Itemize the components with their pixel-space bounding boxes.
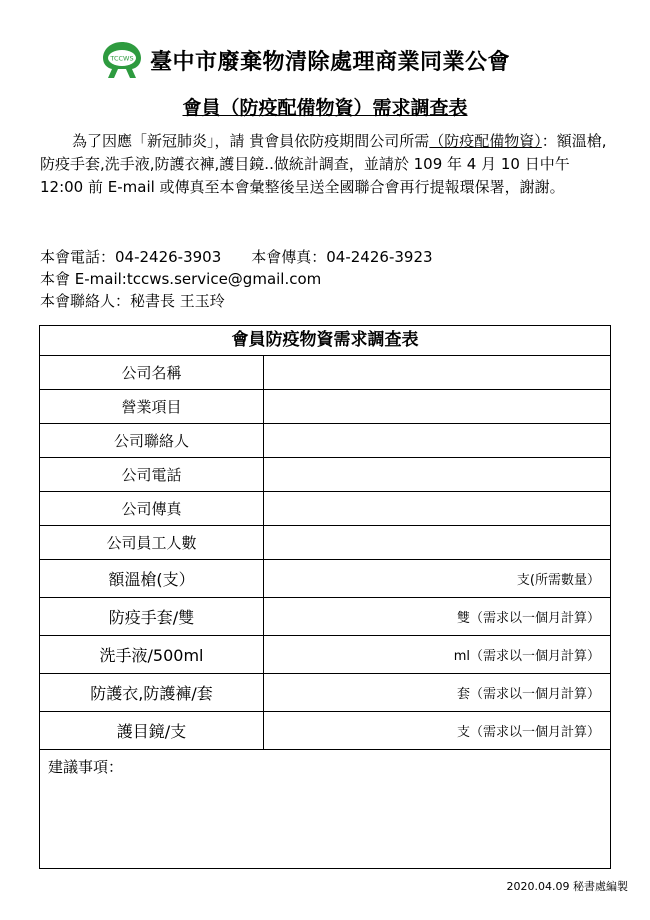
contact-phone: 本會電話：04-2426-3903	[40, 248, 222, 266]
unit-note: 雙（需求以一個月計算）	[456, 611, 600, 626]
form-row-gloves	[40, 598, 610, 636]
form-row-employee-count	[40, 526, 610, 560]
svg-text:TCCWS: TCCWS	[110, 54, 134, 63]
company-name-field[interactable]	[264, 356, 610, 389]
form-row-contact-person	[40, 424, 610, 458]
org-name: 臺中市廢棄物清除處理商業同業公會	[150, 49, 511, 75]
form-row-protective-suit	[40, 674, 610, 712]
intro-text-1: 為了因應「新冠肺炎」，請 貴會員依防疫期間公司所需	[72, 132, 430, 150]
intro-paragraph	[40, 130, 612, 199]
row-label: 護目鏡/支	[40, 712, 264, 749]
document-title: 會員（防疫配備物資）需求調查表	[182, 97, 468, 119]
thermometer-qty-field[interactable]	[264, 560, 610, 597]
form-row-company-phone	[40, 458, 610, 492]
row-label: 公司電話	[40, 458, 264, 491]
intro-text-3: ：額溫槍,防疫手套,洗手液,防護衣褲,護目鏡..做統計調查，並請於 109 年 4 月 10 日中午 12:00 前 E-mail 或傳真至本會彙整後呈送全國聯合會再行提報環保署，謝謝。	[40, 132, 607, 196]
form-title: 會員防疫物資需求調查表	[40, 326, 610, 356]
unit-note: 套（需求以一個月計算）	[456, 687, 600, 702]
row-label: 防護衣,防護褲/套	[40, 674, 264, 711]
footer-note: 2020.04.09 秘書處編製	[506, 880, 628, 893]
company-fax-field[interactable]	[264, 492, 610, 525]
row-label: 防疫手套/雙	[40, 598, 264, 635]
business-field[interactable]	[264, 390, 610, 423]
row-label: 公司聯絡人	[40, 424, 264, 457]
row-label: 洗手液/500ml	[40, 636, 264, 673]
contact-fax: 本會傳真：04-2426-3923	[251, 248, 433, 266]
form-row-hand-sanitizer	[40, 636, 610, 674]
unit-note: 支(所需數量）	[516, 573, 600, 588]
row-label: 額溫槍(支）	[40, 560, 264, 597]
suit-qty-field[interactable]	[264, 674, 610, 711]
unit-note: ml（需求以一個月計算）	[453, 649, 600, 664]
contact-person: 本會聯絡人：秘書長 王玉玲	[40, 292, 225, 310]
company-phone-field[interactable]	[264, 458, 610, 491]
form-row-thermometer	[40, 560, 610, 598]
contact-email: 本會 E-mail:tccws.service@gmail.com	[40, 270, 322, 288]
remarks-label: 建議事項：	[48, 758, 124, 776]
gloves-qty-field[interactable]	[264, 598, 610, 635]
row-label: 公司員工人數	[40, 526, 264, 559]
remarks-field[interactable]	[40, 750, 610, 783]
goggles-qty-field[interactable]	[264, 712, 610, 749]
form-row-goggles	[40, 712, 610, 750]
header	[100, 40, 510, 80]
row-label: 公司名稱	[40, 356, 264, 389]
survey-form	[39, 325, 611, 869]
intro-text-2: （防疫配備物資）	[429, 132, 542, 150]
association-logo-icon	[100, 40, 144, 80]
row-label: 營業項目	[40, 390, 264, 423]
form-row-company-name	[40, 356, 610, 390]
sanitizer-qty-field[interactable]	[264, 636, 610, 673]
form-row-business	[40, 390, 610, 424]
row-label: 公司傳真	[40, 492, 264, 525]
employee-count-field[interactable]	[264, 526, 610, 559]
unit-note: 支（需求以一個月計算）	[456, 725, 600, 740]
contact-person-field[interactable]	[264, 424, 610, 457]
form-row-company-fax	[40, 492, 610, 526]
contact-info	[40, 246, 433, 312]
